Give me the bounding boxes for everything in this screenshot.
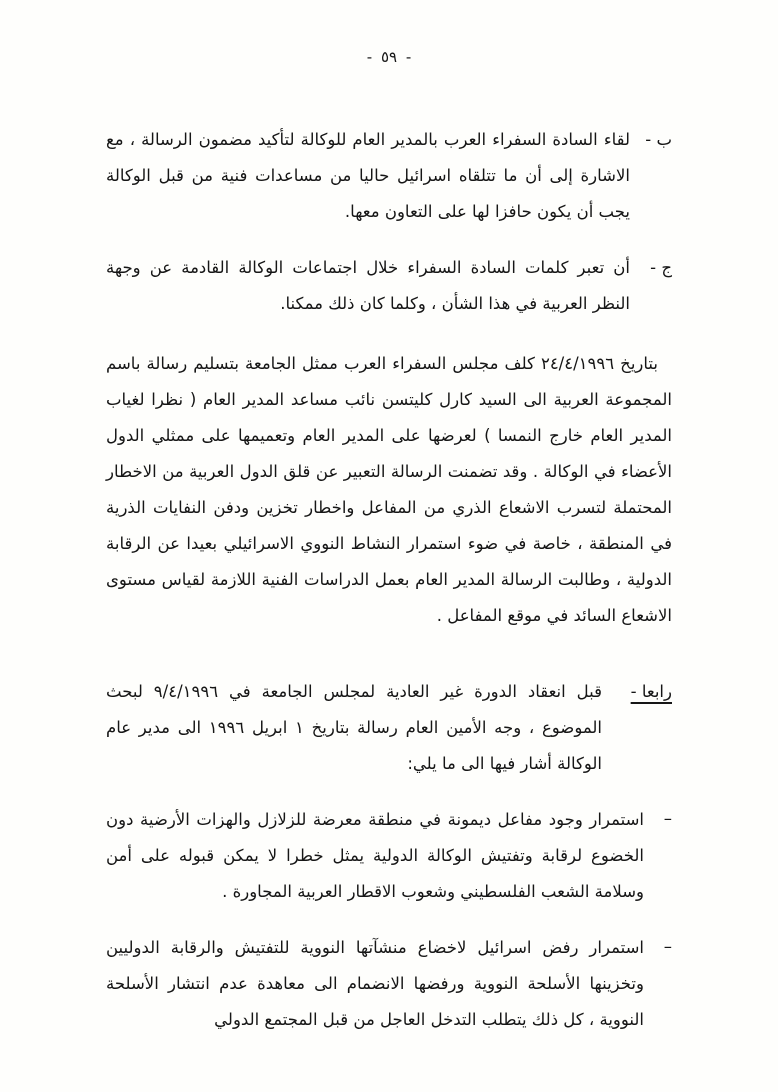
bullet-item-text: استمرار رفض اسرائيل لاخضاع منشآتها النووية للتفتيش والرقابة الدوليين وتخزينها الأسلحة النووية ورفضها الانضمام الى معاهدة عدم انتشار الأسلحة النووية ، كل ذلك يتطلب التدخل العاجل من قبل المجتمع الدولي	[106, 938, 644, 1029]
bullet-dash-icon: –	[663, 937, 672, 956]
bullet-item	[106, 802, 672, 910]
list-item-b	[106, 122, 672, 230]
list-item-c-marker: ج -	[650, 258, 672, 277]
list-item-c	[106, 250, 672, 322]
page-number: - ٥٩ -	[366, 48, 412, 66]
bullet-item	[106, 930, 672, 1038]
body-paragraph: بتاريخ ٢٤/٤/١٩٩٦ كلف مجلس السفراء العرب ممثل الجامعة بتسليم رسالة باسم المجموعة العربية الى السيد كارل كليتسن نائب مساعد المدير العام ( نظرا لغياب المدير العام خارج النمسا ) لعرضها على المدير العام وتعميمها على ممثلي الدول الأعضاء في الوكالة . وقد تضمنت الرسالة التعبير عن قلق الدول العربية من الاخطار المحتملة لتسرب الاشعاع الذري من المفاعل واخطار تخزين ودفن النفايات الذرية في المنطقة ، خاصة في ضوء استمرار النشاط النووي الاسرائيلي بعيدا عن الرقابة الدولية ، وطالبت الرسالة المدير العام بعمل الدراسات الفنية اللازمة لقياس مستوى الاشعاع السائد في موقع المفاعل .	[106, 354, 672, 625]
list-item-b-marker: ب -	[645, 130, 672, 149]
section-fourth-label: رابعا -	[630, 682, 672, 701]
list-item-b-text: لقاء السادة السفراء العرب بالمدير العام للوكالة لتأكيد مضمون الرسالة ، مع الاشارة إلى أن ما تتلقاه اسرائيل حاليا من مساعدات فنية من قبل الوكالة يجب أن يكون حافزا لها على التعاون معها.	[106, 130, 630, 221]
section-fourth	[106, 674, 672, 782]
section-fourth-intro: قبل انعقاد الدورة غير العادية لمجلس الجامعة في ٩/٤/١٩٩٦ لبحث الموضوع ، وجه الأمين العام رسالة بتاريخ ١ ابريل ١٩٩٦ الى مدير عام الوكالة أشار فيها الى ما يلي:	[106, 682, 602, 773]
bullet-dash-icon: –	[663, 809, 672, 828]
bullet-item-text: استمرار وجود مفاعل ديمونة في منطقة معرضة للزلازل والهزات الأرضية دون الخضوع لرقابة وتفتيش الوكالة الدولية يمثل خطرا لا يمكن قبوله على أمن وسلامة الشعب الفلسطيني وشعوب الاقطار العربية المجاورة .	[106, 810, 644, 901]
page-content	[106, 0, 672, 1038]
list-item-c-text: أن تعبر كلمات السادة السفراء خلال اجتماعات الوكالة القادمة عن وجهة النظر العربية في هذا الشأن ، وكلما كان ذلك ممكنا.	[106, 258, 630, 313]
